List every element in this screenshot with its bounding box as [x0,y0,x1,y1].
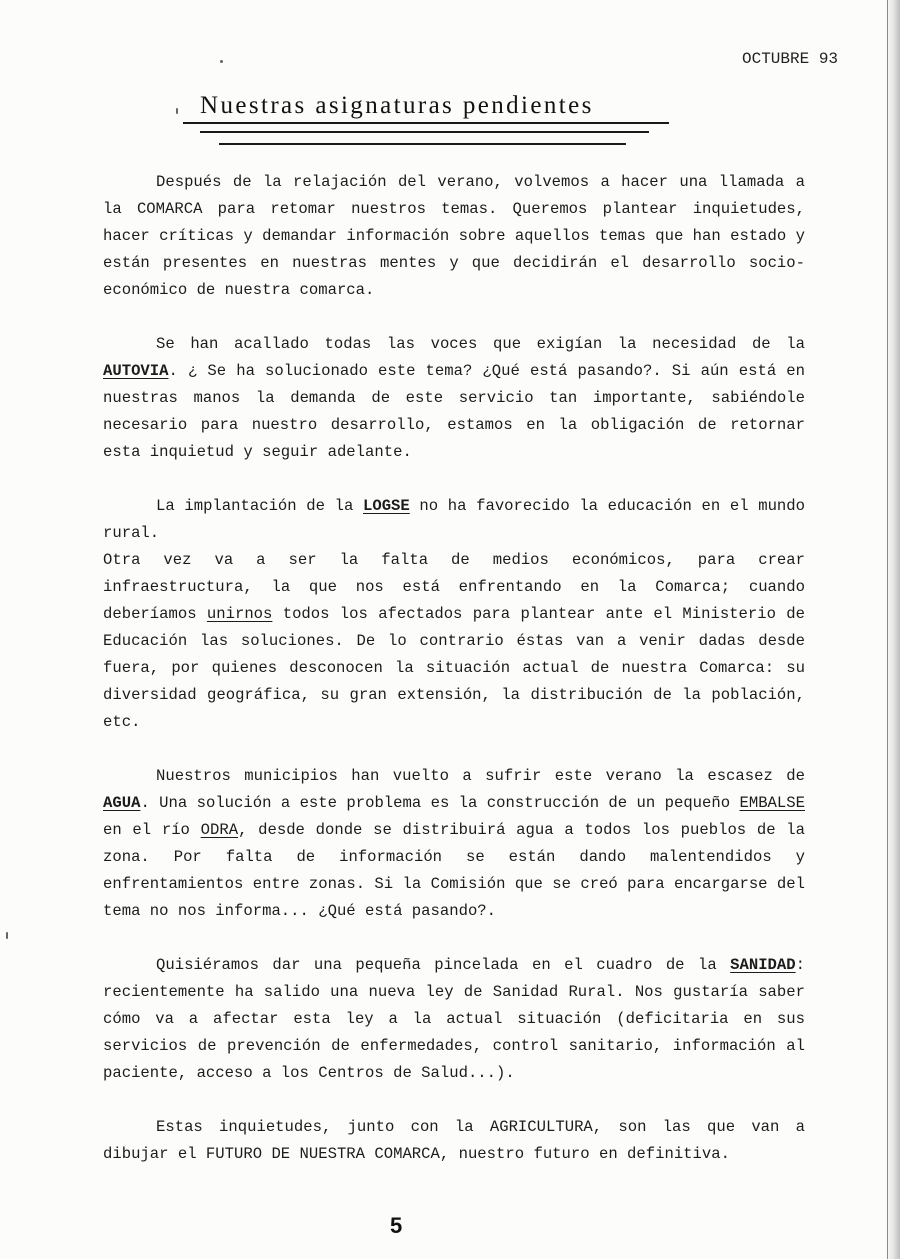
page-edge-shadow [886,0,900,1259]
keyword-sanidad: SANIDAD [730,956,796,974]
scan-speck [6,932,8,939]
paragraph-educacion [103,547,805,736]
title-underline-1 [183,122,669,124]
paragraph-text: : recientemente ha salido una nueva ley de Sanidad Rural. Nos gustaría saber cómo va a afectar esta ley a la actual situación (deficitaria en sus servicios de prevención de enfermedades, control sanitario, información al paciente, acceso a los Centros de Salud...). [103,956,805,1082]
paragraph-autovia [103,331,805,466]
page-number: 5 [390,1213,403,1238]
header-date: OCTUBRE 93 [742,50,839,68]
scan-speck [220,60,223,63]
paragraph-text: Se han acallado todas las voces que exigían la necesidad de la [156,335,805,353]
paragraph-text: . Una solución a este problema es la construcción de un pequeño [140,794,740,812]
keyword-unirnos: unirnos [206,605,273,623]
paragraph-sanidad [103,952,805,1087]
paragraph-text: Estas inquietudes, junto con la AGRICULTURA, son las que van a dibujar el FUTURO DE NUESTRA COMARCA, nuestro futuro en definitiva. [103,1118,805,1163]
keyword-odra: ODRA [200,821,239,839]
keyword-embalse: EMBALSE [739,794,805,812]
page-title: Nuestras asignaturas pendientes [200,92,594,119]
paragraph-agua [103,763,805,925]
paragraph-text: , desde donde se distribuirá agua a todos los pueblos de la zona. Por falta de información se están dando malentendidos y enfrentamientos entre zonas. Si la Comisión que se creó para encargarse del tema no nos informa... ¿Qué está pasando?. [103,821,806,920]
paragraph-text: Nuestros municipios han vuelto a sufrir este verano la escasez de [156,767,805,785]
paragraph-text: en el río [103,821,201,839]
paragraph-text: Después de la relajación del verano, volvemos a hacer una llamada a la COMARCA para retomar nuestros temas. Queremos plantear inquietudes, hacer críticas y demandar información sobre aquellos temas que han estado y están presentes en nuestras mentes y que decidirán el desarrollo socio-económico de nuestra comarca. [103,173,805,299]
article-body [103,169,805,1195]
paragraph-text: Otra vez va a ser la falta de medios económicos, para crear infraestructura, la que nos está enfrentando en la Comarca; cuando deberíamos [103,551,805,623]
paragraph-logse [103,493,805,547]
title-underline-3 [219,143,626,145]
keyword-autovia: AUTOVIA [103,362,169,380]
paragraph-text: . ¿ Se ha solucionado este tema? ¿Qué está pasando?. Si aún está en nuestras manos la demanda de este servicio tan importante, sabiéndole necesario para nuestro desarrollo, estamos en la obligación de retornar esta inquietud y seguir adelante. [103,362,805,461]
paragraph-conclusion [103,1114,805,1168]
title-underline-2 [200,131,649,133]
keyword-agua: AGUA [103,794,141,812]
scan-speck [176,108,178,114]
page-edge-line [887,0,888,1259]
paragraph-text: La implantación de la [156,497,363,515]
paragraph-text: todos los afectados para plantear ante el Ministerio de Educación las soluciones. De lo contrario éstas van a venir dadas desde fuera, por quienes desconocen la situación actual de nuestra Comarca: su diversidad geográfica, su gran extensión, la distribución de la población, etc. [103,605,805,731]
paragraph-comarca [103,169,805,304]
paragraph-text: Quisiéramos dar una pequeña pincelada en el cuadro de la [156,956,731,974]
keyword-logse: LOGSE [362,497,410,515]
paragraph-text: no ha favorecido la educación en el mundo rural. [103,497,806,542]
